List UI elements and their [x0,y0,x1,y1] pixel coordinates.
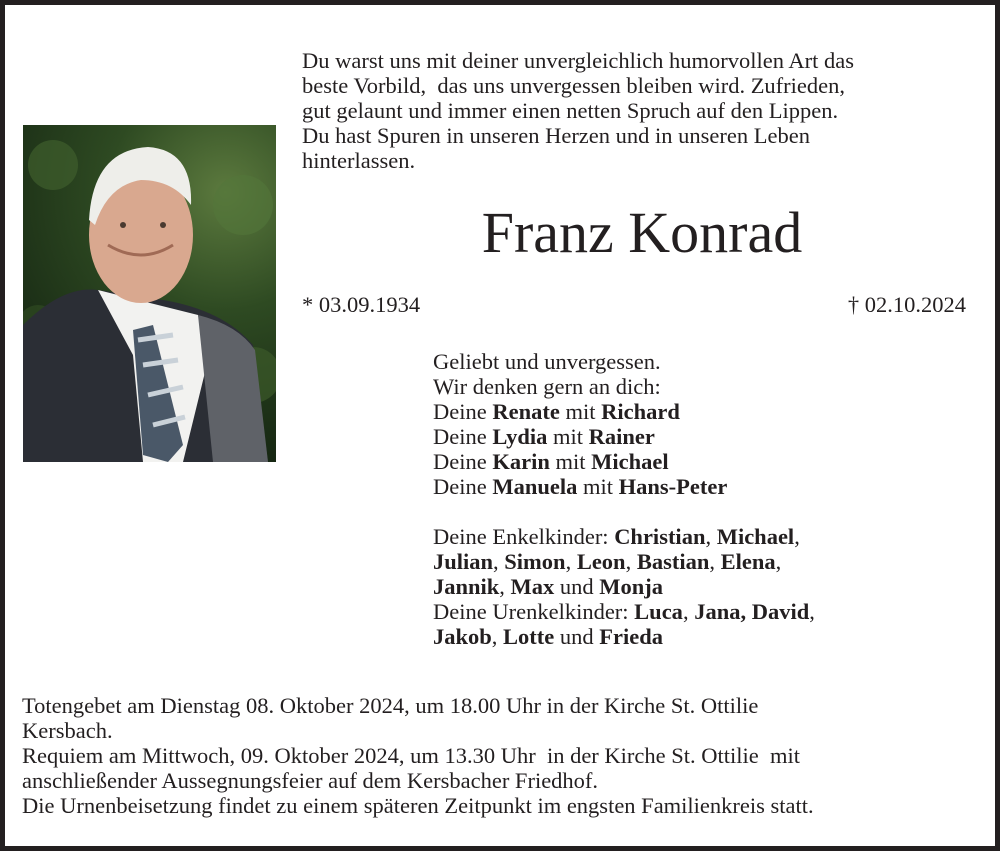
family-line [433,524,815,549]
family-text: , [794,524,800,549]
intro-line: gut gelaunt und immer einen netten Spruch auf den Lippen. [302,98,839,123]
relative-name: Jana, David [694,599,810,624]
family-text: mit [549,449,592,474]
family-line [433,449,815,474]
service-info [22,693,814,818]
family-text: , [625,549,637,574]
deceased-name: Franz Konrad [481,200,803,265]
relative-name: Lydia [492,424,548,449]
family-text: , [709,549,721,574]
relative-name: Leon [576,549,626,574]
service-line: Kersbach. [22,718,113,743]
family-text: und [554,574,600,599]
relative-name: Elena [720,549,776,574]
relative-name: Christian [614,524,706,549]
family-list [433,349,815,649]
family-line [433,599,815,624]
relative-name: Karin [492,449,550,474]
relative-name: Michael [591,449,669,474]
relative-name: Monja [599,574,664,599]
family-text: Deine [433,399,493,424]
family-text: , [682,599,695,624]
family-text: , [493,549,505,574]
family-line [433,549,815,574]
family-text: mit [559,399,602,424]
intro-line: Du warst uns mit deiner unvergleichlich humorvollen Art das [302,48,854,73]
family-text: und [554,624,600,649]
family-text: , [499,574,511,599]
service-line: anschließender Aussegnungsfeier auf dem Kersbacher Friedhof. [22,768,599,793]
relative-name: Jannik [433,574,500,599]
service-line: Totengebet am Dienstag 08. Oktober 2024, um 18.00 Uhr in der Kirche St. Ottilie [22,693,759,718]
relative-name: Luca [634,599,683,624]
family-line [433,624,815,649]
family-line [433,399,815,424]
family-line [433,474,815,499]
relative-name: Rainer [588,424,655,449]
family-text: Deine [433,474,493,499]
family-line [433,349,815,374]
intro-text [302,48,854,173]
relative-name: Renate [492,399,560,424]
intro-line: Du hast Spuren in unseren Herzen und in unseren Leben [302,123,810,148]
family-text: , [705,524,717,549]
family-line [433,499,815,524]
service-line: Die Urnenbeisetzung findet zu einem späteren Zeitpunkt im engsten Familienkreis statt. [22,793,814,818]
relative-name: Bastian [636,549,710,574]
relative-name: Richard [601,399,680,424]
family-line [433,374,815,399]
family-text: Deine [433,424,493,449]
family-text: , [491,624,504,649]
family-text: mit [547,424,589,449]
relative-name: Max [510,574,555,599]
service-line: Requiem am Mittwoch, 09. Oktober 2024, um 13.30 Uhr in der Kirche St. Ottilie mit [22,743,801,768]
family-text: Deine Enkelkinder: [433,524,615,549]
family-text: Geliebt und unvergessen. [433,349,661,374]
family-text: Wir denken gern an dich: [433,374,661,399]
portrait-illustration [23,125,276,462]
intro-line: beste Vorbild, das uns unvergessen bleiben wird. Zufrieden, [302,73,846,98]
birth-date: * 03.09.1934 [302,292,421,317]
family-line [433,574,815,599]
family-text: , [809,599,815,624]
family-text: , [565,549,577,574]
death-date: † 02.10.2024 [847,292,966,317]
relative-name: Jakob [433,624,492,649]
relative-name: Frieda [599,624,663,649]
portrait-photo [23,125,276,462]
family-text: mit [577,474,619,499]
family-text: Deine [433,449,493,474]
relative-name: Manuela [492,474,578,499]
relative-name: Hans-Peter [618,474,728,499]
family-text: , [775,549,782,574]
relative-name: Simon [504,549,566,574]
family-line [433,424,815,449]
family-text: Deine Urenkelkinder: [433,599,635,624]
relative-name: Julian [433,549,494,574]
intro-line: hinterlassen. [302,148,416,173]
relative-name: Michael [716,524,795,549]
relative-name: Lotte [503,624,555,649]
